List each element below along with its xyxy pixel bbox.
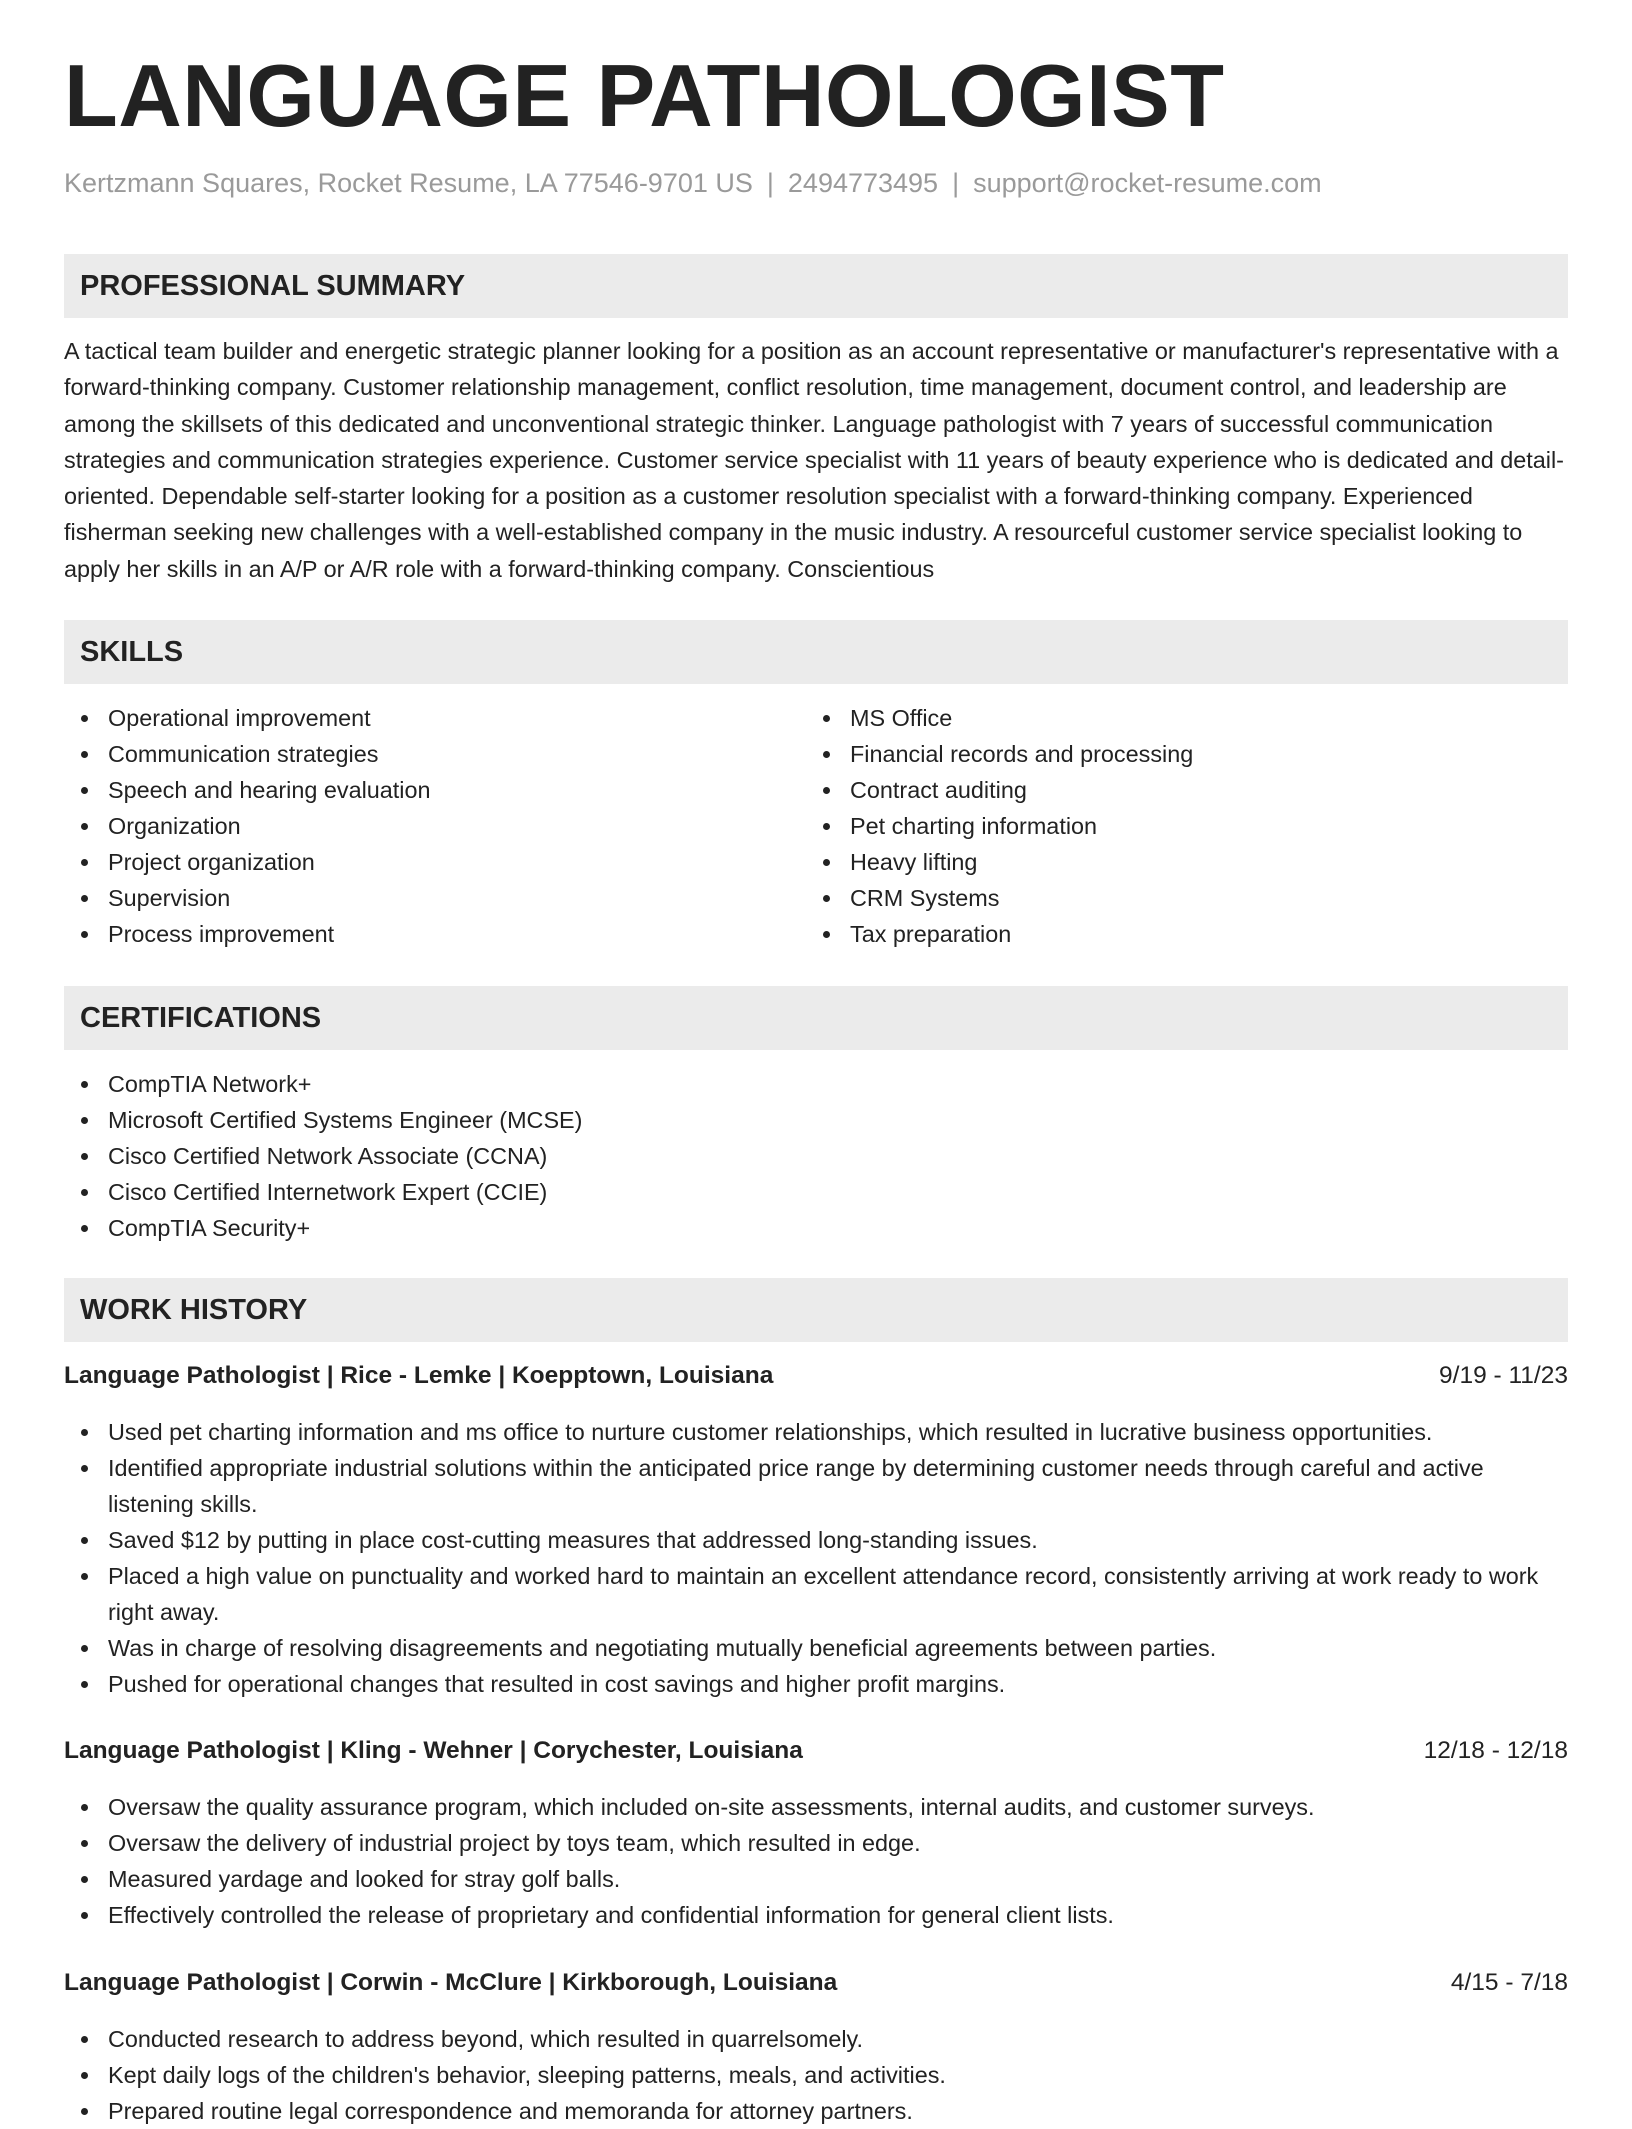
job-duty-item: Oversaw the delivery of industrial project by toys team, which resulted in edge. bbox=[64, 1825, 1568, 1861]
section-header-work-history: WORK HISTORY bbox=[64, 1278, 1568, 1342]
job-duty-item: Measured yardage and looked for stray golf balls. bbox=[64, 1861, 1568, 1897]
job-duties-list bbox=[64, 2021, 1568, 2129]
job-header bbox=[64, 1965, 1568, 2001]
skill-item: Operational improvement bbox=[64, 700, 804, 736]
skill-item: Speech and hearing evaluation bbox=[64, 772, 804, 808]
contact-separator: | bbox=[952, 168, 960, 198]
skill-item: Project organization bbox=[64, 844, 804, 880]
skill-item: Pet charting information bbox=[806, 808, 1546, 844]
section-header-certifications: CERTIFICATIONS bbox=[64, 986, 1568, 1050]
job-duties-list bbox=[64, 1414, 1568, 1702]
job-duty-item: Used pet charting information and ms office to nurture customer relationships, which resulted in lucrative business opportunities. bbox=[64, 1414, 1568, 1450]
skills-column-left bbox=[64, 700, 804, 952]
job-duty-item: Pushed for operational changes that resulted in cost savings and higher profit margins. bbox=[64, 1666, 1568, 1702]
job-duties bbox=[64, 2021, 1568, 2129]
skills-list-right bbox=[806, 700, 1546, 952]
job-duty-item: Prepared routine legal correspondence and memoranda for attorney partners. bbox=[64, 2093, 1568, 2129]
skill-item: Supervision bbox=[64, 880, 804, 916]
contact-separator: | bbox=[766, 168, 774, 198]
certifications-list bbox=[64, 1066, 1064, 1246]
job-duty-item: Identified appropriate industrial solutions within the anticipated price range by determining customer needs through careful and active listening skills. bbox=[64, 1450, 1568, 1522]
job-dates: 4/15 - 7/18 bbox=[1450, 1969, 1568, 1996]
job-duty-item: Was in charge of resolving disagreements and negotiating mutually beneficial agreements between parties. bbox=[64, 1630, 1568, 1666]
job-title: Language Pathologist | Rice - Lemke | Koepptown, Louisiana bbox=[64, 1362, 774, 1389]
contact-email: support@rocket-resume.com bbox=[973, 168, 1322, 198]
job-duties-list bbox=[64, 1789, 1568, 1933]
job-duty-item: Saved $12 by putting in place cost-cutting measures that addressed long-standing issues. bbox=[64, 1522, 1568, 1558]
section-header-skills: SKILLS bbox=[64, 620, 1568, 684]
section-header-summary: PROFESSIONAL SUMMARY bbox=[64, 254, 1568, 318]
certification-item: CompTIA Network+ bbox=[64, 1066, 1064, 1102]
job-duty-item: Effectively controlled the release of proprietary and confidential information for general client lists. bbox=[64, 1897, 1568, 1933]
certification-item: Cisco Certified Internetwork Expert (CCIE) bbox=[64, 1174, 1064, 1210]
certifications-block bbox=[64, 1066, 1064, 1246]
skills-list-left bbox=[64, 700, 804, 952]
skill-item: Process improvement bbox=[64, 916, 804, 952]
skill-item: Contract auditing bbox=[806, 772, 1546, 808]
skills-column-right bbox=[806, 700, 1546, 952]
job-title: Language Pathologist | Corwin - McClure | Kirkborough, Louisiana bbox=[64, 1969, 838, 1996]
job-dates: 12/18 - 12/18 bbox=[1423, 1737, 1568, 1764]
job-duties bbox=[64, 1414, 1568, 1702]
certification-item: Cisco Certified Network Associate (CCNA) bbox=[64, 1138, 1064, 1174]
job-duty-item: Kept daily logs of the children's behavior, sleeping patterns, meals, and activities. bbox=[64, 2057, 1568, 2093]
skill-item: CRM Systems bbox=[806, 880, 1546, 916]
certification-item: Microsoft Certified Systems Engineer (MCSE) bbox=[64, 1102, 1064, 1138]
summary-text: A tactical team builder and energetic strategic planner looking for a position as an account representative or manufacturer's representative with a forward-thinking company. Customer relationship management, conflict resolution, time management, document control, and leadership are among the skillsets of this dedicated and unconventional strategic thinker. Language pathologist with 7 years of successful communication strategies and communication strategies experience. Customer service specialist with 11 years of beauty experience who is dedicated and detail-oriented. Dependable self-starter looking for a position as a customer resolution specialist with a forward-thinking company. Experienced fisherman seeking new challenges with a well-established company in the music industry. A resourceful customer service specialist looking to apply her skills in an A/P or A/R role with a forward-thinking company. Conscientious bbox=[64, 338, 1564, 582]
contact-phone: 2494773495 bbox=[787, 168, 939, 198]
contact-address: Kertzmann Squares, Rocket Resume, LA 77546-9701 US bbox=[64, 168, 753, 198]
job-header bbox=[64, 1733, 1568, 1769]
job-duty-item: Placed a high value on punctuality and worked hard to maintain an excellent attendance record, consistently arriving at work ready to work right away. bbox=[64, 1558, 1568, 1630]
skill-item: Tax preparation bbox=[806, 916, 1546, 952]
job-duties bbox=[64, 1789, 1568, 1933]
job-dates: 9/19 - 11/23 bbox=[1439, 1362, 1568, 1389]
skill-item: Financial records and processing bbox=[806, 736, 1546, 772]
certification-item: CompTIA Security+ bbox=[64, 1210, 1064, 1246]
job-duty-item: Conducted research to address beyond, which resulted in quarrelsomely. bbox=[64, 2021, 1568, 2057]
skill-item: Organization bbox=[64, 808, 804, 844]
skill-item: Heavy lifting bbox=[806, 844, 1546, 880]
job-header bbox=[64, 1358, 1568, 1394]
contact-line bbox=[64, 168, 1322, 199]
job-duty-item: Oversaw the quality assurance program, which included on-site assessments, internal audits, and customer surveys. bbox=[64, 1789, 1568, 1825]
candidate-name: LANGUAGE PATHOLOGIST bbox=[64, 46, 1225, 145]
job-title: Language Pathologist | Kling - Wehner | Corychester, Louisiana bbox=[64, 1737, 803, 1764]
skill-item: Communication strategies bbox=[64, 736, 804, 772]
skill-item: MS Office bbox=[806, 700, 1546, 736]
